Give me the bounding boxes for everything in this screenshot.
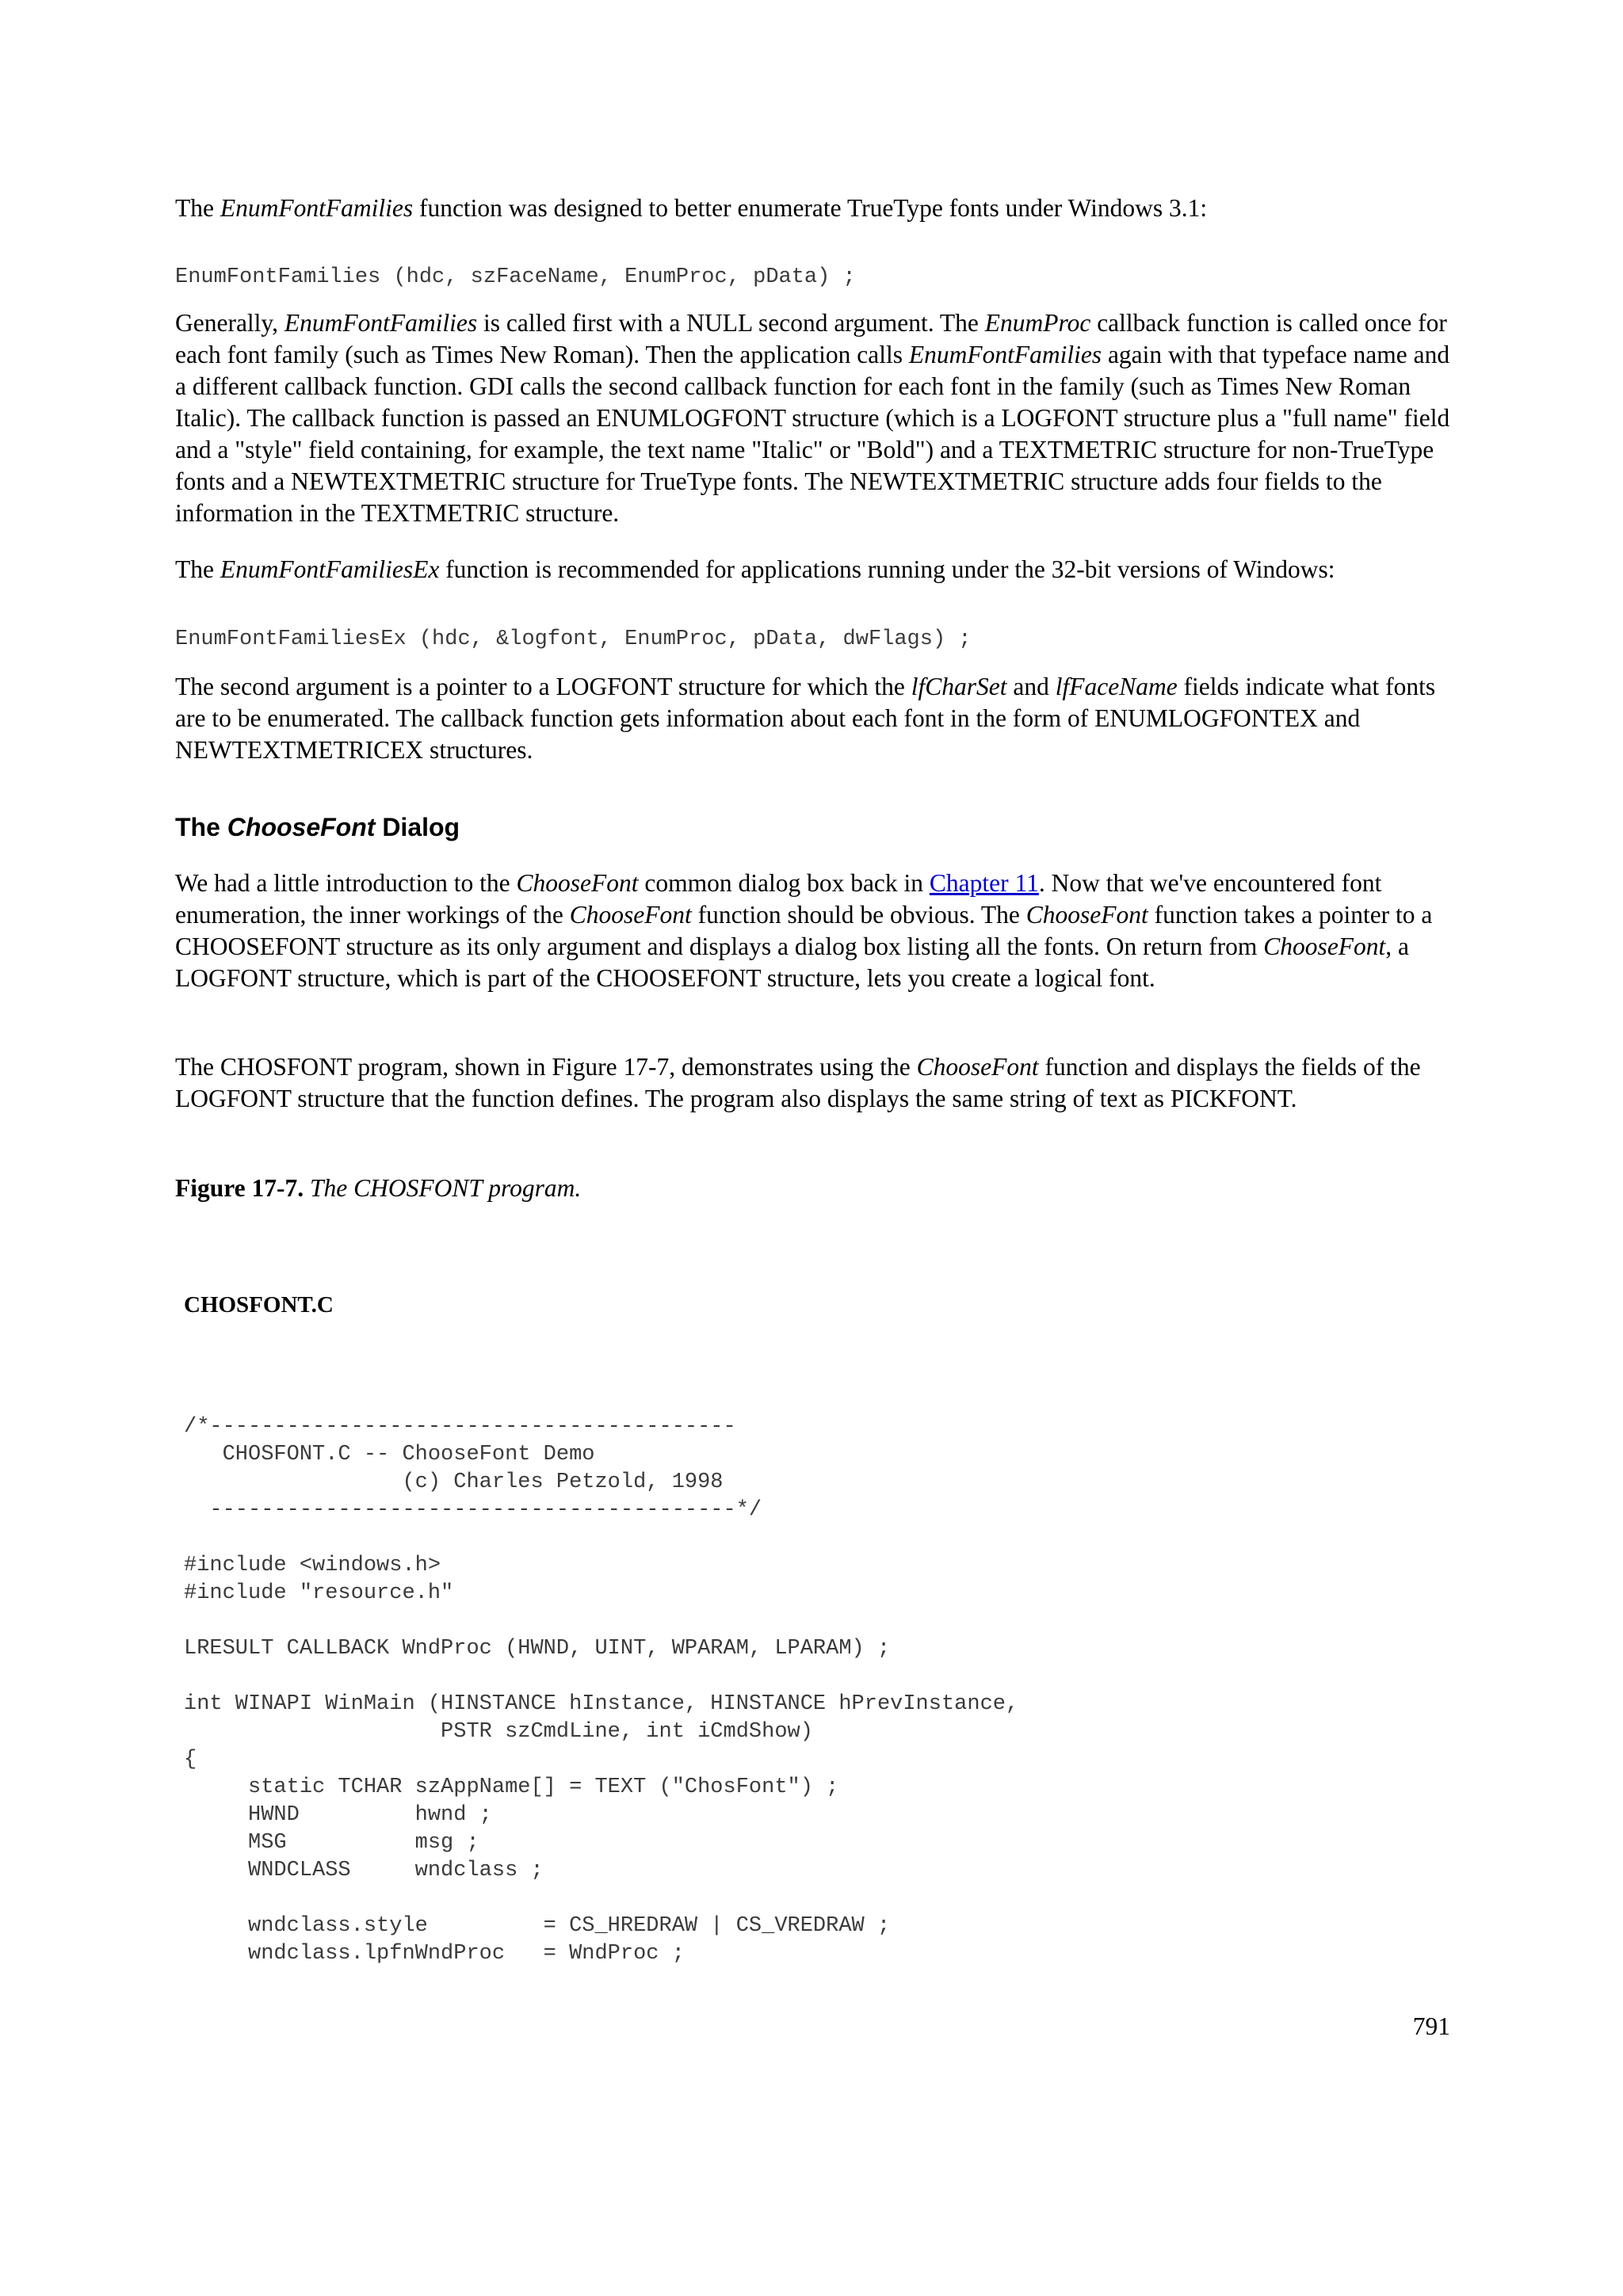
- function-name: EnumProc: [984, 309, 1091, 337]
- text-run: The CHOSFONT program, shown in Figure 17-7, demonstrates using the: [175, 1053, 917, 1081]
- figure-label: Figure 17-7.: [175, 1174, 304, 1202]
- heading-text: The: [175, 813, 227, 841]
- paragraph-enumfontfamilies-intro: [175, 193, 1459, 224]
- paragraph-choosefont-intro: [175, 868, 1459, 994]
- page-number: 791: [1412, 2012, 1450, 2040]
- paragraph-enumfontfamiliesex-intro: [175, 554, 1459, 585]
- text-run: The second argument is a pointer to a LOGFONT structure for which the: [175, 673, 911, 700]
- text-run: . Now that we've encountered font enumeration, the inner workings of the: [175, 869, 1382, 929]
- code-enumfontfamilies: EnumFontFamilies (hdc, szFaceName, EnumProc, pData) ;: [175, 265, 856, 289]
- text-run: function should be obvious. The: [691, 901, 1026, 929]
- function-name: EnumFontFamilies: [908, 341, 1102, 368]
- text-run: function is recommended for applications running under the 32-bit versions of Windows:: [439, 555, 1335, 583]
- field-name: lfFaceName: [1055, 673, 1178, 700]
- function-name: EnumFontFamiliesEx: [220, 555, 440, 583]
- code-listing: /*----------------------------------------- CHOSFONT.C -- ChooseFont Demo (c) Charles Petzold, 1998 -----------------------------------------*/ #include <windows.h> #include "resource.h" LRESULT CALLBACK WndProc (HWND, UINT, WPARAM, LPARAM) ; int WINAPI WinMain (HINSTANCE hInstance, HINSTANCE hPrevInstance, PSTR szCmdLine, int iCmdShow) { static TCHAR szAppName[] = TEXT ("ChosFont") ; HWND hwnd ; MSG msg ; WNDCLASS wndclass ; wndclass.style = CS_HREDRAW | CS_VREDRAW ; wndclass.lpfnWndProc = WndProc ;: [184, 1415, 1019, 1966]
- heading-function-name: ChooseFont: [227, 813, 376, 841]
- text-run: The: [175, 194, 220, 222]
- text-run: callback function is called once for each font family (such as Times New Roman). Then the application calls: [175, 309, 1447, 368]
- text-run: fields indicate what fonts are to be enumerated. The callback function gets information about each font in the form of ENUMLOGFONTEX and NEWTEXTMETRICEX structures.: [175, 673, 1436, 764]
- text-run: again with that typeface name and a different callback function. GDI calls the second callback function for each font in the family (such as Times New Roman Italic). The callback function is passed an ENUMLOGFONT structure (which is a LOGFONT structure plus a "full name" field and a "style" field containing, for example, the text name "Italic" or "Bold") and a TEXTMETRIC structure for non-TrueType fonts and a NEWTEXTMETRIC structure for TrueType fonts. The NEWTEXTMETRIC structure adds four fields to the information in the TEXTMETRIC structure.: [175, 341, 1450, 527]
- function-name: ChooseFont: [569, 901, 692, 929]
- listing-filename: CHOSFONT.C: [184, 1292, 334, 1318]
- text-run: The: [175, 555, 220, 583]
- code-enumfontfamiliesex: EnumFontFamiliesEx (hdc, &logfont, EnumProc, pData, dwFlags) ;: [175, 627, 972, 651]
- function-name: ChooseFont: [516, 869, 639, 897]
- heading-text: Dialog: [375, 813, 460, 841]
- paragraph-enumfontfamilies-details: [175, 307, 1459, 529]
- text-run: common dialog box back in: [638, 869, 930, 897]
- field-name: lfCharSet: [911, 673, 1007, 700]
- section-heading: [175, 813, 460, 842]
- text-run: function was designed to better enumerate TrueType fonts under Windows 3.1:: [413, 194, 1208, 222]
- text-run: Generally,: [175, 309, 285, 337]
- function-name: EnumFontFamilies: [220, 194, 414, 222]
- text-run: function takes a pointer to a CHOOSEFONT structure as its only argument and displays a dialog box listing all the fonts. On return from: [175, 901, 1433, 960]
- function-name: ChooseFont: [916, 1053, 1039, 1081]
- figure-caption: [175, 1174, 581, 1203]
- text-run: is called first with a NULL second argument. The: [477, 309, 985, 337]
- figure-title: The CHOSFONT program.: [304, 1174, 582, 1202]
- function-name: ChooseFont: [1025, 901, 1148, 929]
- text-run: and: [1006, 673, 1056, 700]
- function-name: EnumFontFamilies: [284, 309, 478, 337]
- paragraph-second-argument: [175, 671, 1459, 766]
- paragraph-chosfont-program: [175, 1051, 1459, 1115]
- chapter-11-link[interactable]: Chapter 11: [929, 869, 1039, 897]
- text-run: We had a little introduction to the: [175, 869, 517, 897]
- function-name: ChooseFont: [1263, 933, 1386, 960]
- text-run: function and displays the fields of the LOGFONT structure that the function defines. The program also displays the same string of text as PICKFONT.: [175, 1053, 1421, 1112]
- text-run: , a LOGFONT structure, which is part of the CHOOSEFONT structure, lets you create a logical font.: [175, 933, 1410, 992]
